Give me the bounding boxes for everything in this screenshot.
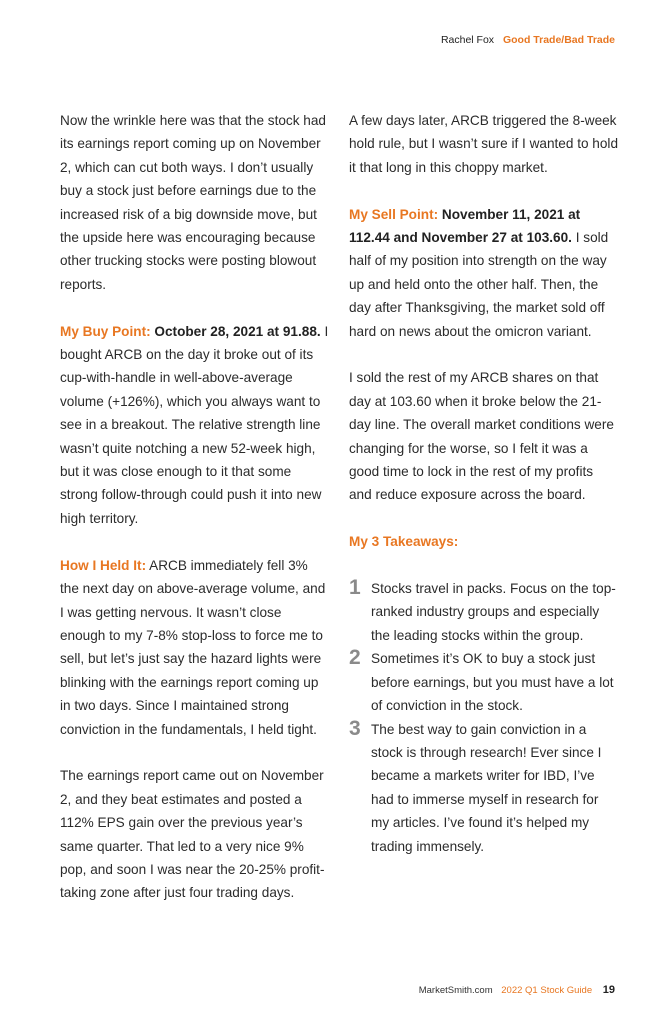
running-header (441, 34, 615, 46)
buy-point-headline: October 28, 2021 at 91.88. (154, 323, 321, 339)
held-body: ARCB immediately fell 3% the next day on above-average volume, and I was getting nervous. It wasn’t close enough to my 7-8% stop-loss to force me to sell, but let’s just say the hazard lights were blinking with the earnings report coming up in two days. Since I maintained strong conviction in the fundamentals, I held tight. (60, 557, 326, 737)
held-paragraph (60, 554, 330, 741)
takeaway-item (349, 577, 619, 647)
footer-guide-title: 2022 Q1 Stock Guide (501, 985, 593, 996)
takeaway-text: Sometimes it’s OK to buy a stock just before earnings, but you must have a lot of conviction in the stock. (371, 651, 614, 714)
takeaway-number: 2 (349, 646, 361, 670)
takeaway-number: 3 (349, 716, 361, 740)
right-intro-paragraph: A few days later, ARCB triggered the 8-week hold rule, but I wasn’t sure if I wanted to hold it that long in this choppy market. (349, 113, 619, 175)
buy-point-paragraph (60, 320, 330, 531)
sell-point-label: My Sell Point: (349, 206, 439, 222)
earnings-paragraph: The earnings report came out on November 2, and they beat estimates and posted a 112% EPS gain over the previous year’s same quarter. That led to a very nice 9% pop, and soon I was near the 20-25% profit-taking zone after just four trading days. (60, 768, 325, 901)
left-column (60, 109, 330, 928)
takeaway-text: Stocks travel in packs. Focus on the top-ranked industry groups and especially the leading stocks within the group. (371, 581, 616, 643)
right-column (349, 109, 619, 858)
takeaways-list (349, 577, 619, 858)
page-footer (419, 984, 615, 996)
page-number: 19 (602, 984, 615, 996)
takeaways-section (349, 530, 619, 858)
author-name: Rachel Fox (440, 34, 495, 46)
held-label: How I Held It: (60, 557, 147, 573)
series-title: Good Trade/Bad Trade (502, 34, 615, 46)
sell-point-body: I sold half of my position into strength on the way up and held onto the other half. Then, the day after Thanksgiving, the market sold off hard on news about the omicron variant. (349, 230, 609, 339)
sell-point-headline: November 11, 2021 at 112.44 and November 27 at 103.60. (349, 206, 581, 246)
footer-site: MarketSmith.com (418, 985, 493, 996)
sold-rest-paragraph: I sold the rest of my ARCB shares on that day at 103.60 when it broke below the 21-day line. The overall market conditions were changing for the worse, so I felt it was a good time to lock in the rest of my profits and reduce exposure across the board. (349, 370, 614, 503)
takeaways-title: My 3 Takeaways: (349, 534, 459, 550)
buy-point-body: I bought ARCB on the day it broke out of its cup-with-handle in well-above-average volume (+126%), which you always want to see in a breakout. The relative strength line wasn’t quite notching a new 52-week high, but it was close enough to it that some strong follow-through could push it into new high territory. (60, 323, 329, 526)
takeaway-item (349, 718, 619, 858)
intro-paragraph: Now the wrinkle here was that the stock had its earnings report coming up on November 2, which can cut both ways. I don’t usually buy a stock just before earnings due to the increased risk of a big downside move, but the upside here was encouraging because other trucking stocks were posting blowout reports. (60, 113, 326, 292)
sell-point-paragraph (349, 203, 619, 343)
takeaway-text: The best way to gain conviction in a stock is through research! Ever since I became a markets writer for IBD, I’ve had to immerse myself in research for my articles. I’ve found it’s helped my trading immensely. (371, 721, 602, 854)
buy-point-label: My Buy Point: (60, 323, 151, 339)
takeaway-item (349, 647, 619, 717)
takeaway-number: 1 (349, 576, 361, 600)
